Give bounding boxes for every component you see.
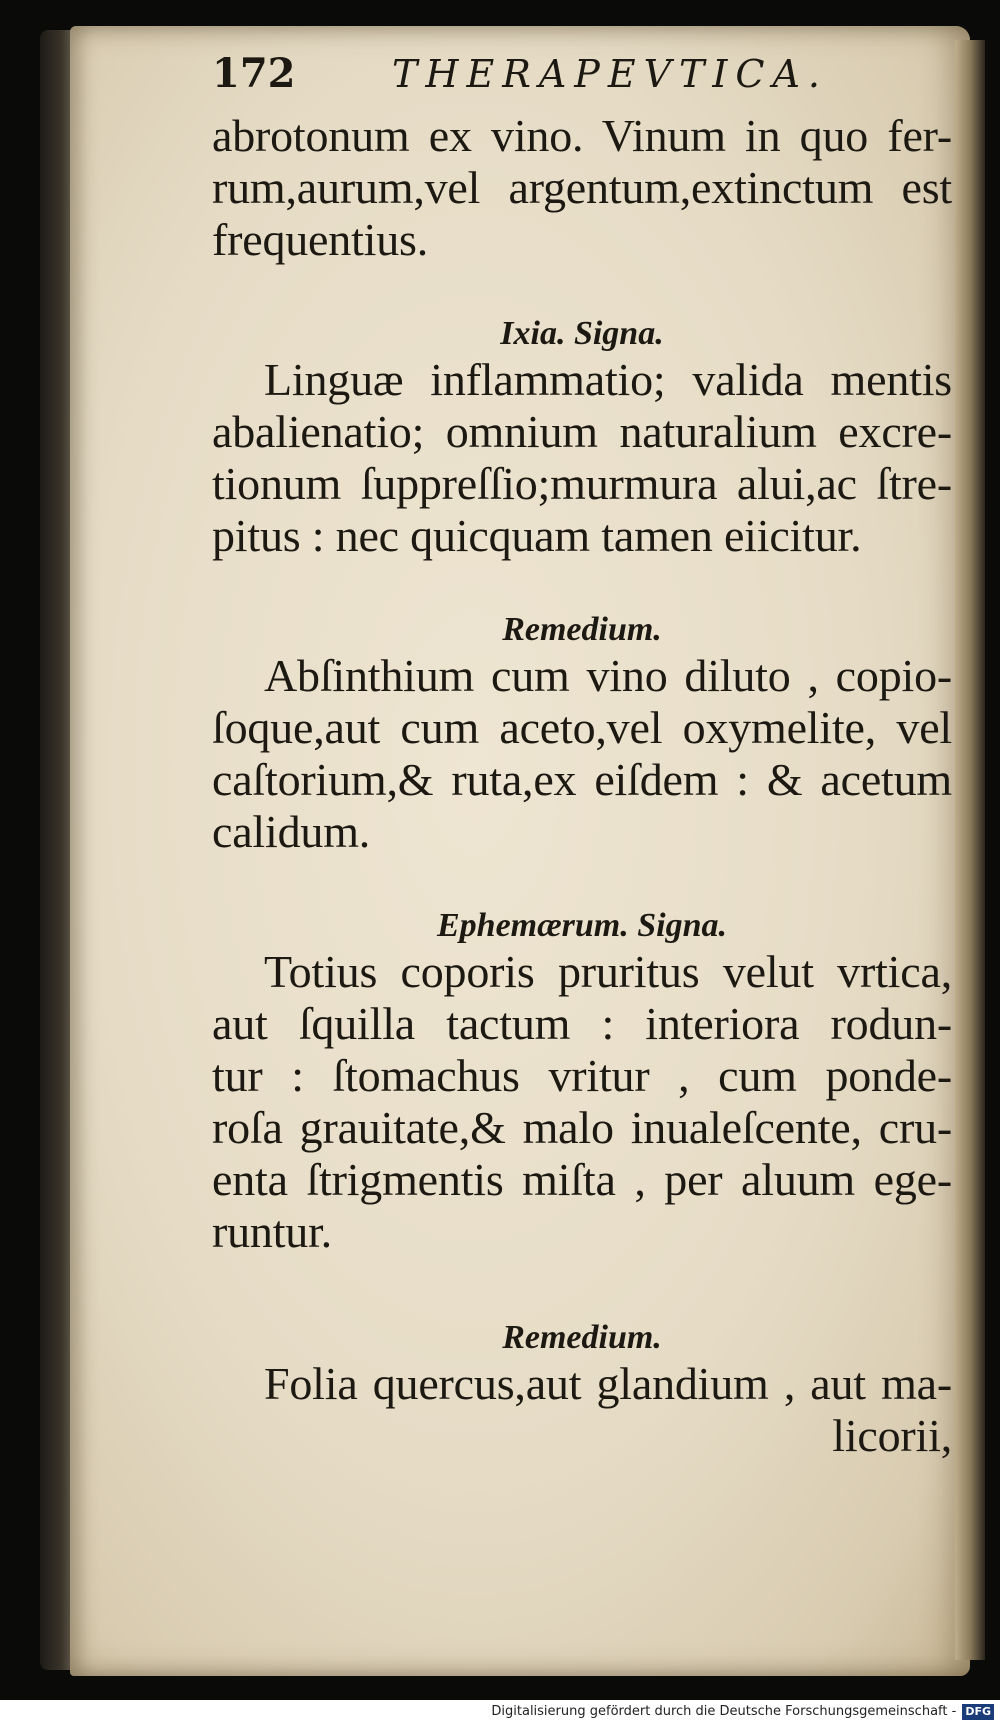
text-line: abrotonum ex vino. Vinum in quo fer-	[212, 110, 952, 161]
text-line: aut ſquilla tactum : interiora rodun-	[212, 998, 952, 1049]
running-head: THERAPEVTICA.	[392, 52, 828, 96]
text-line: enta ſtrigmentis miſta , per aluum ege-	[212, 1154, 952, 1205]
section-heading-remedium-2: Remedium.	[502, 1319, 662, 1356]
page-text	[212, 50, 952, 1462]
text-line: calidum.	[212, 806, 371, 857]
text-line: Linguæ inflammatio; valida mentis	[264, 354, 952, 405]
text-line: roſa grauitate,& malo inualeſcente, cru-	[212, 1102, 952, 1153]
page-header	[212, 50, 952, 110]
catchword: licorii,	[832, 1410, 952, 1461]
dfg-logo: DFG	[962, 1704, 994, 1720]
text-line: rum,aurum,vel argentum,extinctum est	[212, 162, 952, 213]
text-line: pitus : nec quicquam tamen eiicitur.	[212, 510, 862, 561]
page-number: 172	[212, 50, 296, 97]
text-line: tur : ſtomachus vritur , cum ponde-	[212, 1050, 952, 1101]
intro-paragraph	[212, 110, 952, 266]
text-line: caſtorium,& ruta,ex eiſdem : & acetum	[212, 754, 952, 805]
section-heading-ixia: Ixia. Signa.	[500, 315, 664, 352]
section-heading-ephemerum: Ephemærum. Signa.	[436, 907, 728, 944]
text-line: abalienatio; omnium naturalium excre-	[212, 406, 952, 457]
ixia-paragraph	[212, 354, 952, 562]
text-line: Abſinthium cum vino diluto , copio-	[264, 650, 952, 701]
text-line: ſoque,aut cum aceto,vel oxymelite, vel	[212, 702, 952, 753]
ephemerum-paragraph	[212, 946, 952, 1258]
text-line: tionum ſuppreſſio;murmura alui,ac ſtre-	[212, 458, 952, 509]
section-heading-remedium: Remedium.	[502, 611, 662, 648]
remedium-2-paragraph	[212, 1358, 952, 1462]
page-edge-right	[955, 40, 985, 1660]
digitization-footer	[0, 1700, 1000, 1724]
text-line: Totius coporis pruritus velut vrtica,	[264, 946, 952, 997]
text-line: frequentius.	[212, 214, 429, 265]
text-line: Folia quercus,aut glandium , aut ma-	[264, 1358, 952, 1409]
text-line: runtur.	[212, 1206, 332, 1257]
remedium-paragraph	[212, 650, 952, 858]
footer-text: Digitalisierung gefördert durch die Deutsche Forschungsgemeinschaft -	[491, 1704, 957, 1719]
